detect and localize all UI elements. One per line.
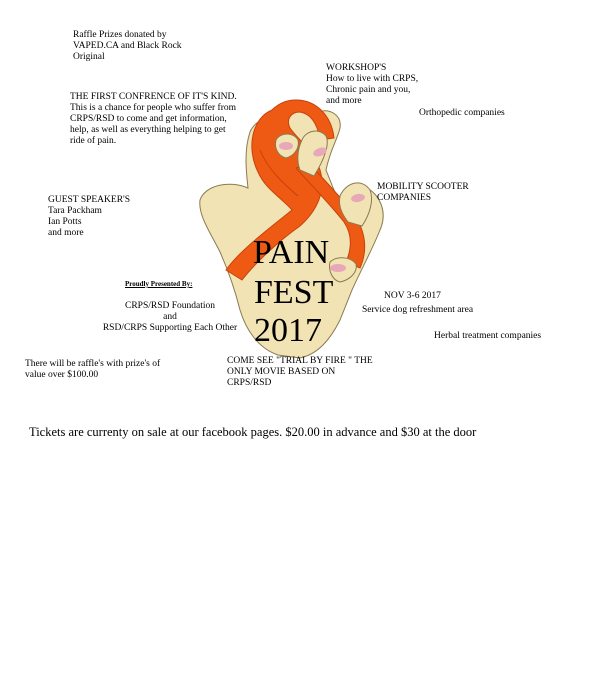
herbal-text: Herbal treatment companies: [434, 331, 542, 341]
nail: [279, 142, 293, 150]
raffles-text: There will be raffle's with prize's of value over $100.00: [25, 359, 161, 380]
dates-text: NOV 3-6 2017: [384, 291, 441, 301]
title-fest: FEST: [254, 274, 334, 311]
mobility-scooter-text: MOBILITY SCOOTER COMPANIES: [377, 182, 469, 203]
guest-speakers-text: GUEST SPEAKER'S Tara Packham Ian Potts and more: [48, 195, 131, 238]
service-dog-text: Service dog refreshment area: [362, 305, 474, 315]
first-conference-text: THE FIRST CONFRENCE OF IT'S KIND. This is a chance for people who suffer from CRPS/RSD to come and get information, help, as well as everything helping to get ride of pain.: [70, 92, 237, 146]
tickets-text: Tickets are currenty on sale at our facebook pages. $20.00 in advance and $30 at the door: [29, 425, 477, 439]
orthopedic-text: Orthopedic companies: [419, 108, 505, 118]
movie-text: COME SEE "TRIAL BY FIRE " THE ONLY MOVIE BASED ON CRPS/RSD: [227, 356, 373, 388]
presented-by-label: Proudly Presented By:: [125, 280, 193, 288]
raffle-prizes-text: Raffle Prizes donated by VAPED.CA and Black Rock Original: [73, 30, 182, 62]
nail: [330, 264, 346, 272]
workshops-text: WORKSHOP'S How to live with CRPS, Chronic pain and you, and more: [326, 63, 419, 106]
title-pain: PAIN: [253, 234, 330, 271]
title-year: 2017: [254, 312, 322, 349]
foundation-text: CRPS/RSD Foundation and RSD/CRPS Supporting Each Other: [102, 301, 238, 333]
